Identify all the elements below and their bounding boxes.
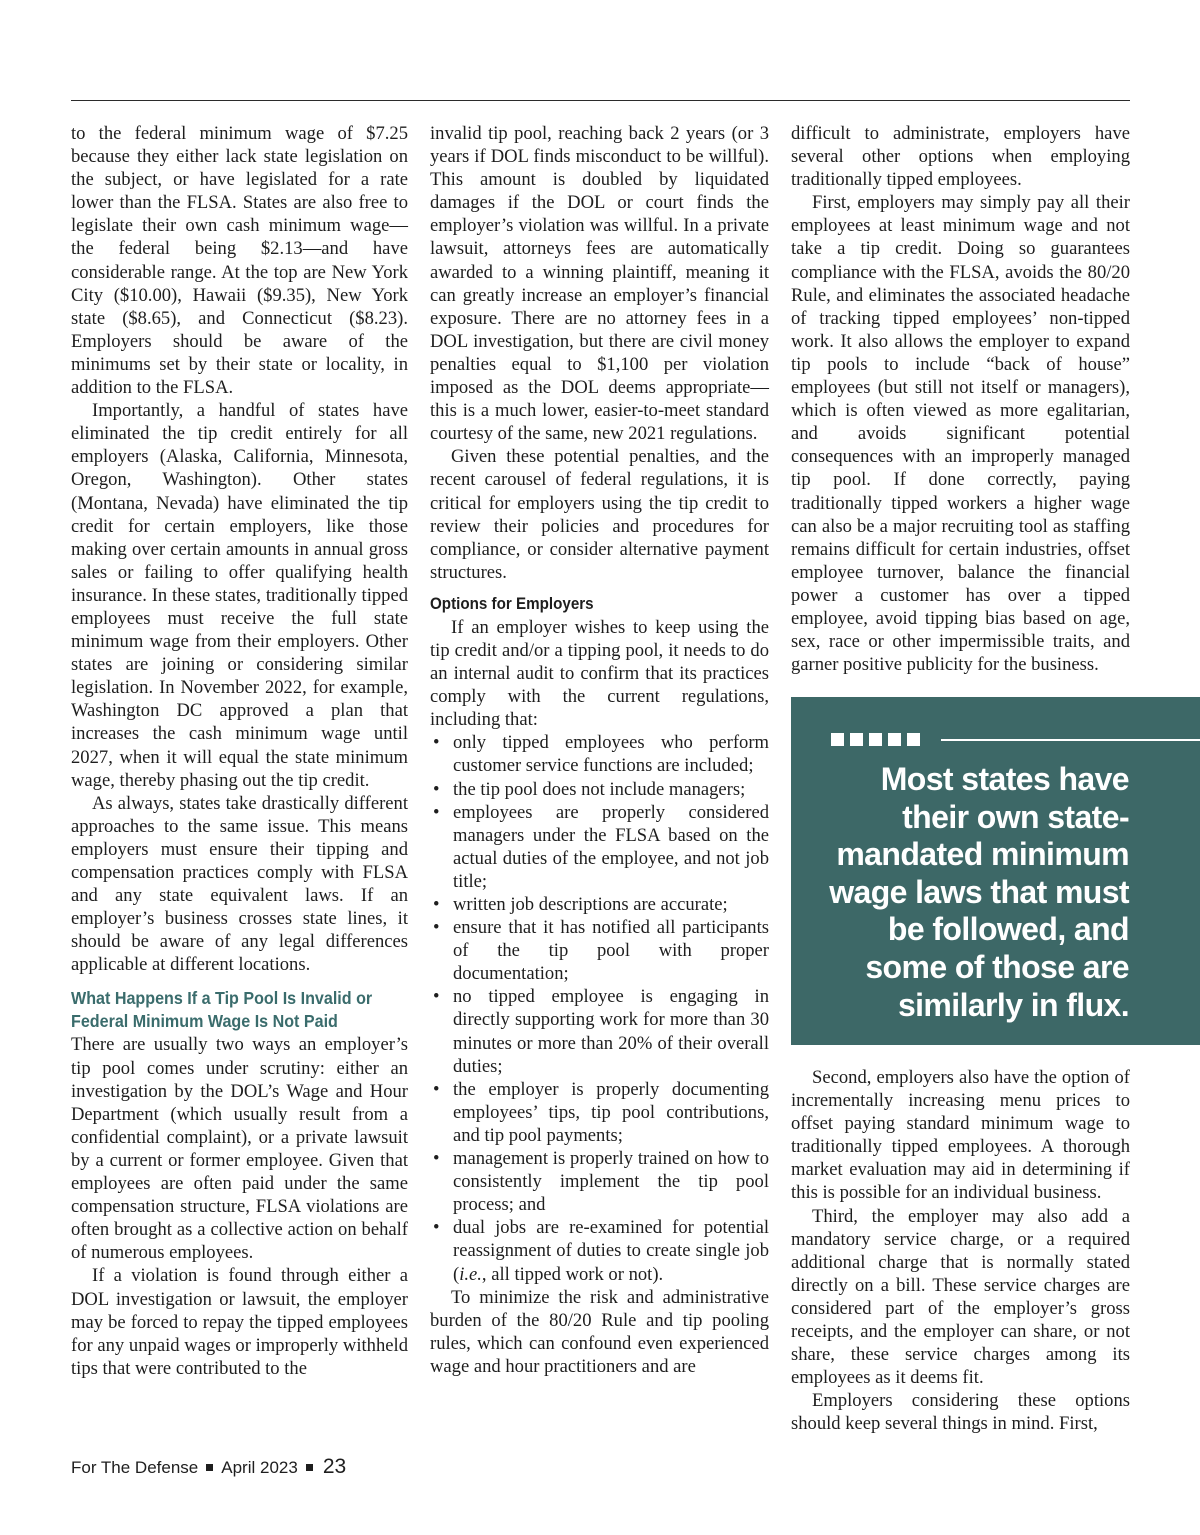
list-item: • employees are properly considered managers under the FLSA based on the actual duties of the employee, and not job title; — [430, 801, 769, 893]
pull-quote-callout — [791, 697, 1200, 1045]
list-item: • the tip pool does not include managers; — [430, 778, 769, 801]
paragraph: to the federal minimum wage of $7.25 because they either lack state legislation on the subject, or have legislated for a rate lower than the FLSA. States are also free to legislate their own cash minimum wage—the federal being $2.13—and have considerable range. At the top are New York City ($10.00), Hawaii ($9.35), New York state ($8.65), and Connecticut ($8.23). Employers should be aware of the minimums set by their state or locality, in addition to the FLSA. — [71, 123, 408, 399]
paragraph: As always, states take drastically different approaches to the same issue. This means employers must ensure their tipping and compensation practices comply with FLSA and any state equivalent laws. If an employer’s business crosses state lines, it should be aware of any legal differences applicable at different locations. — [71, 792, 408, 976]
column-2 — [430, 122, 769, 1378]
square-icon — [831, 733, 844, 746]
list-item: • only tipped employees who perform customer service functions are included; — [430, 731, 769, 777]
paragraph: difficult to administrate, employers have several other options when employing traditionally tipped employees. — [791, 123, 1130, 191]
decorative-line — [941, 739, 1200, 741]
square-icon — [869, 733, 882, 746]
list-item: • the employer is properly documenting employees’ tips, tip pool contributions, and tip pool payments; — [430, 1078, 769, 1147]
paragraph: If a violation is found through either a DOL investigation or lawsuit, the employer may be forced to repay the tipped employees for any unpaid wages or improperly withheld tips that were contributed to the — [71, 1265, 408, 1379]
paragraph: There are usually two ways an employer’s tip pool comes under scrutiny: either an investigation by the DOL’s Wage and Hour Department (which usually result from a confidential complaint), or a private lawsuit by a current or former employee. Given that employees are often paid under the same compensation structure, FLSA violations are often brought as a collective action on behalf of numerous employees. — [71, 1034, 408, 1264]
top-rule — [71, 100, 1130, 101]
list-item-emphasis: i.e. — [459, 1263, 482, 1285]
paragraph: invalid tip pool, reaching back 2 years (or 3 years if DOL finds misconduct to be willful). This amount is doubled by liquidated damages if the DOL or court finds the employer’s violation was willful. In a private lawsuit, attorneys fees are automatically awarded to a winning plaintiff, meaning it can greatly increase an employer’s financial exposure. There are no attorney fees in a DOL investigation, but there are civil money penalties equal to $1,100 per violation imposed as the DOL deems appropriate—this is a much lower, easier-to-meet standard courtesy of the same, new 2021 regulations. — [430, 123, 769, 445]
paragraph: To minimize the risk and administrative burden of the 80/20 Rule and tip pooling rules, which can confound even experienced wage and hour practitioners and are — [430, 1286, 769, 1377]
list-item — [430, 1216, 769, 1285]
pull-quote-text: Most states have their own state-mandated minimum wage laws that must be followed, and some of those are similarly in flux. — [829, 761, 1129, 1023]
list-item-text: , all tipped work or not). — [481, 1263, 664, 1285]
decorative-squares — [831, 733, 920, 746]
paragraph: Importantly, a handful of states have eliminated the tip credit entirely for all employers (Alaska, California, Minnesota, Oregon, Washington). Other states (Montana, Nevada) have eliminated the tip credit for certain employers, like those making over certain amounts in annual gross sales or failing to offer qualifying health insurance. In these states, traditionally tipped employees must receive the full state minimum wage from their employers. Other states are joining or considering similar legislation. In November 2022, for example, Washington DC approved a plan that increases the cash minimum wage until 2027, when it will equal the state minimum wage, thereby phasing out the tip credit. — [71, 400, 408, 791]
issue-date: April 2023 — [221, 1458, 298, 1477]
column-1 — [71, 122, 408, 1380]
requirements-list — [430, 731, 769, 1285]
list-item: • ensure that it has notified all participants of the tip pool with proper documentation; — [430, 916, 769, 985]
square-icon — [850, 733, 863, 746]
list-item: • no tipped employee is engaging in directly supporting work for more than 30 minutes or more than 20% of their overall duties; — [430, 985, 769, 1077]
column-3-top — [791, 122, 1130, 676]
section-heading: Options for Employers — [430, 594, 594, 613]
square-icon — [888, 733, 901, 746]
page-footer — [71, 1455, 346, 1480]
publication-name: For The Defense — [71, 1458, 199, 1477]
section-heading: What Happens If a Tip Pool Is Invalid or Federal Minimum Wage Is Not Paid — [71, 988, 373, 1032]
list-item: • written job descriptions are accurate; — [430, 893, 769, 916]
paragraph: Third, the employer may also add a mandatory service charge, or a required additional charge that is normally stated directly on a bill. These service charges are considered part of the employer’s gross receipts, and the employer can share, or not share, these service charges among its employees as it deems fit. — [791, 1205, 1130, 1389]
paragraph: Employers considering these options should keep several things in mind. First, — [791, 1390, 1130, 1435]
paragraph: If an employer wishes to keep using the tip credit and/or a tipping pool, it needs to do an internal audit to confirm that its practices comply with the current regulations, including that: — [430, 616, 769, 731]
paragraph: First, employers may simply pay all their employees at least minimum wage and not take a tip credit. Doing so guarantees compliance with the FLSA, avoids the 80/20 Rule, and eliminates the associated headache of tracking tipped employees’ non-tipped work. It also allows the employer to expand tip pools to include “back of house” employees (but still not itself or managers), which is often viewed as more egalitarian, and avoids significant potential consequences with an improperly managed tip pool. If done correctly, paying traditionally tipped workers a higher wage can also be a major recruiting tool as staffing remains difficult for certain industries, offset employee turnover, balance the financial power a customer has over a tipped employee, avoid tipping bias based on age, sex, race or other impermissible traits, and garner positive publicity for the business. — [791, 192, 1130, 676]
paragraph: Given these potential penalties, and the recent carousel of federal regulations, it is critical for employers using the tip credit to review their policies and procedures for compliance, or consider alternative payment structures. — [430, 446, 769, 583]
page-number: 23 — [322, 1455, 347, 1478]
square-separator-icon — [306, 1464, 313, 1471]
column-3-bottom — [791, 1066, 1130, 1436]
list-item-text: dual jobs are re-examined for potential reassignment of duties to create single job ( — [453, 1217, 769, 1285]
paragraph: Second, employers also have the option of incrementally increasing menu prices to offset paying standard minimum wage to traditionally tipped employees. A thorough market evaluation may aid in determining if this is possible for an individual business. — [791, 1067, 1130, 1204]
square-separator-icon — [206, 1464, 213, 1471]
list-item: • management is properly trained on how to consistently implement the tip pool process; and — [430, 1147, 769, 1216]
square-icon — [907, 733, 920, 746]
